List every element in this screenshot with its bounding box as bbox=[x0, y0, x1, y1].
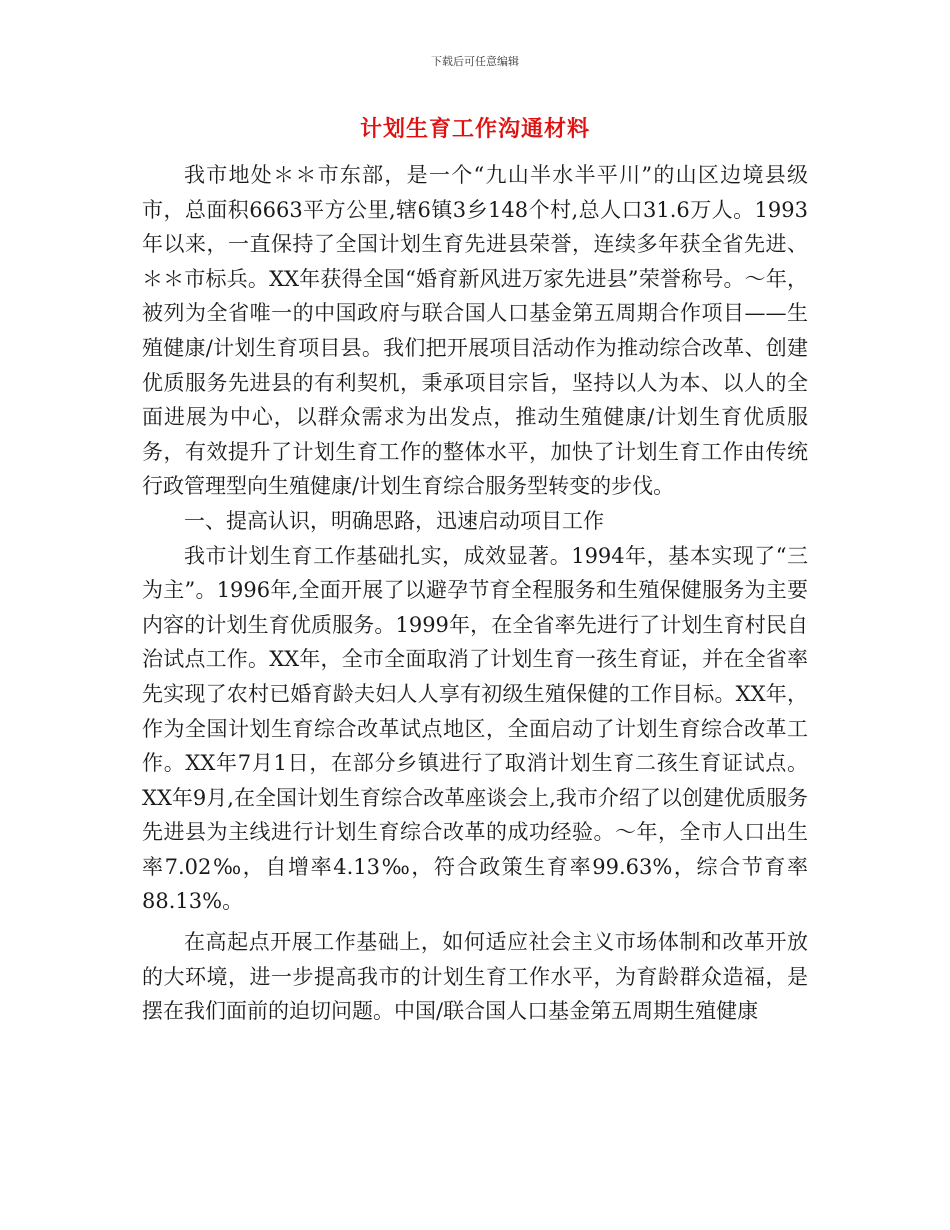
section-heading-1: 一、提高认识，明确思路，迅速启动项目工作 bbox=[184, 508, 604, 533]
paragraph-intro: 我市地处＊＊市东部，是一个“九山半水半平川”的山区边境县级市，总面积6663平方公里,辖6镇3乡148个村,总人口31.6万人。1993年以来，一直保持了全国计划生育先进县荣誉，连续多年获全省先进、＊＊市标兵。XX年获得全国“婚育新风进万家先进县”荣誉称号。～年，被列为全省唯一的中国政府与联合国人口基金第五周期合作项目——生殖健康/计划生育项目县。我们把开展项目活动作为推动综合改革、创建优质服务先进县的有利契机，秉承项目宗旨，坚持以人为本、以人的全面进展为中心，以群众需求为出发点，推动生殖健康/计划生育优质服务，有效提升了计划生育工作的整体水平，加快了计划生育工作由传统行政管理型向生殖健康/计划生育综合服务型转变的步伐。 bbox=[142, 163, 808, 499]
document-title: 计划生育工作沟通材料 bbox=[359, 116, 590, 142]
paragraph-background: 我市计划生育工作基础扎实，成效显著。1994年，基本实现了“三为主”。1996年,全面开展了以避孕节育全程服务和生殖保健服务为主要内容的计划生育优质服务。1999年，在全省率先进行了计划生育村民自治试点工作。XX年，全市全面取消了计划生育一孩生育证，并在全省率先实现了农村已婚育龄夫妇人人享有初级生殖保健的工作目标。XX年，作为全国计划生育综合改革试点地区，全面启动了计划生育综合改革工作。XX年7月1日，在部分乡镇进行了取消计划生育二孩生育证试点。XX年9月,在全国计划生育综合改革座谈会上,我市介绍了以创建优质服务先进县为主线进行计划生育综合改革的成功经验。～年，全市人口出生率7.02‰，自增率4.13‰，符合政策生育率99.63%，综合节育率88.13%。 bbox=[142, 543, 808, 914]
document-body bbox=[142, 158, 808, 1029]
paragraph-challenge: 在高起点开展工作基础上，如何适应社会主义市场体制和改革开放的大环境，进一步提高我市的计划生育工作水平，为育龄群众造福，是摆在我们面前的迫切问题。中国/联合国人口基金第五周期生殖健康 bbox=[142, 930, 808, 1024]
header-note: 下载后可任意编辑 bbox=[431, 55, 519, 68]
